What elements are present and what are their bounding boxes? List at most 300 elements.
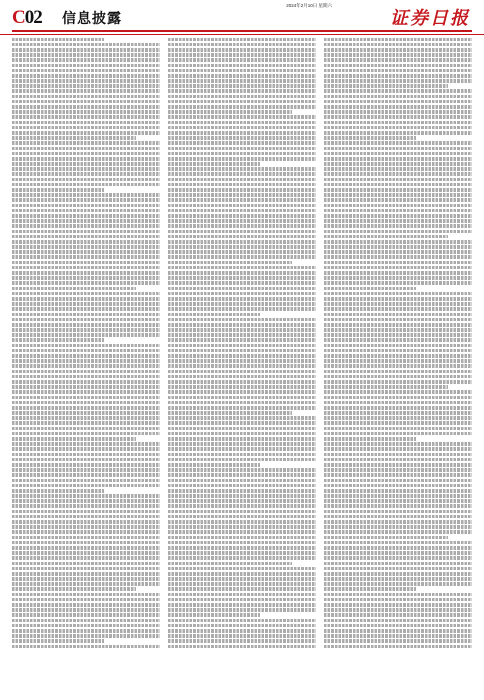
- text-line: [12, 587, 136, 591]
- text-line: [324, 224, 472, 228]
- text-line: [168, 416, 316, 420]
- text-line: [168, 608, 316, 612]
- text-line: [168, 645, 316, 649]
- text-line: [12, 437, 136, 441]
- text-line: [168, 79, 316, 83]
- text-line: [324, 484, 472, 488]
- text-line: [12, 624, 160, 628]
- text-line: [324, 504, 472, 508]
- text-line: [12, 447, 160, 451]
- text-line: [168, 162, 260, 166]
- text-line: [12, 541, 160, 545]
- text-line: [324, 147, 472, 151]
- text-line: [12, 359, 160, 363]
- article-body: [12, 36, 472, 690]
- text-line: [12, 421, 160, 425]
- text-line: [324, 188, 472, 192]
- text-line: [168, 489, 316, 493]
- text-line: [168, 230, 316, 234]
- text-line: [12, 613, 160, 617]
- text-line: [324, 375, 472, 379]
- text-line: [168, 183, 316, 187]
- text-line: [324, 396, 472, 400]
- text-line: [12, 53, 160, 57]
- text-line: [324, 489, 472, 493]
- text-line: [324, 214, 472, 218]
- text-line: [324, 344, 472, 348]
- text-line: [324, 64, 472, 68]
- text-line: [168, 541, 316, 545]
- text-line: [12, 427, 160, 431]
- text-line: [168, 84, 316, 88]
- text-line: [12, 396, 160, 400]
- text-line: [324, 307, 472, 311]
- text-line: [12, 178, 160, 182]
- text-line: [12, 530, 160, 534]
- text-line: [168, 271, 316, 275]
- text-line: [168, 624, 316, 628]
- text-line: [12, 344, 160, 348]
- text-line: [168, 530, 316, 534]
- article-column: [168, 36, 316, 690]
- text-line: [12, 349, 160, 353]
- text-line: [12, 95, 160, 99]
- text-line: [324, 333, 472, 337]
- text-line: [168, 406, 316, 410]
- text-line: [12, 313, 160, 317]
- text-line: [168, 432, 316, 436]
- text-line: [324, 562, 472, 566]
- text-line: [168, 287, 316, 291]
- text-line: [168, 224, 316, 228]
- text-line: [324, 536, 448, 540]
- text-line: [168, 427, 316, 431]
- text-line: [168, 198, 316, 202]
- text-line: [324, 401, 472, 405]
- text-line: [324, 193, 472, 197]
- text-line: [324, 323, 472, 327]
- text-line: [324, 385, 448, 389]
- text-line: [12, 375, 160, 379]
- text-line: [324, 204, 472, 208]
- text-line: [324, 634, 472, 638]
- text-line: [168, 141, 316, 145]
- text-line: [168, 292, 316, 296]
- text-line: [324, 567, 472, 571]
- text-line: [324, 603, 472, 607]
- text-line: [168, 193, 316, 197]
- text-line: [168, 64, 316, 68]
- text-line: [168, 593, 316, 597]
- text-line: [324, 359, 472, 363]
- text-line: [324, 629, 472, 633]
- text-line: [12, 147, 160, 151]
- text-line: [168, 598, 316, 602]
- text-line: [168, 261, 292, 265]
- text-line: [12, 167, 160, 171]
- text-line: [324, 577, 472, 581]
- text-line: [324, 38, 472, 42]
- text-line: [12, 100, 160, 104]
- text-line: [12, 266, 160, 270]
- text-line: [168, 587, 316, 591]
- text-line: [168, 276, 316, 280]
- text-line: [324, 432, 472, 436]
- text-line: [324, 468, 472, 472]
- text-line: [12, 453, 160, 457]
- text-line: [168, 562, 292, 566]
- text-line: [324, 463, 472, 467]
- text-line: [324, 152, 472, 156]
- text-line: [12, 204, 160, 208]
- text-line: [12, 302, 160, 306]
- text-line: [324, 219, 472, 223]
- text-line: [12, 479, 160, 483]
- text-line: [12, 354, 160, 358]
- text-line: [12, 510, 160, 514]
- text-line: [12, 603, 160, 607]
- text-line: [12, 219, 160, 223]
- text-line: [324, 421, 472, 425]
- text-line: [168, 401, 316, 405]
- text-line: [324, 74, 472, 78]
- text-line: [12, 209, 160, 213]
- text-line: [168, 468, 316, 472]
- text-line: [324, 126, 472, 130]
- text-line: [324, 515, 472, 519]
- text-line: [168, 100, 316, 104]
- text-line: [324, 250, 472, 254]
- text-line: [12, 608, 160, 612]
- text-line: [324, 255, 472, 259]
- text-line: [12, 634, 160, 638]
- paper-date: 2024年2月10日 星期六: [286, 3, 332, 8]
- text-line: [168, 504, 316, 508]
- text-line: [324, 43, 472, 47]
- text-line: [324, 167, 472, 171]
- text-line: [12, 292, 160, 296]
- text-line: [12, 385, 160, 389]
- text-line: [324, 318, 472, 322]
- text-line: [12, 380, 160, 384]
- text-line: [12, 598, 160, 602]
- text-line: [168, 157, 316, 161]
- text-line: [324, 593, 472, 597]
- text-line: [12, 515, 160, 519]
- text-line: [168, 447, 316, 451]
- text-line: [324, 427, 472, 431]
- text-line: [168, 619, 316, 623]
- text-line: [168, 38, 316, 42]
- text-line: [12, 582, 160, 586]
- text-line: [168, 390, 316, 394]
- text-line: [324, 587, 416, 591]
- text-line: [324, 390, 472, 394]
- text-line: [168, 629, 316, 633]
- text-line: [324, 556, 472, 560]
- text-line: [12, 520, 160, 524]
- text-line: [168, 354, 316, 358]
- text-line: [12, 645, 160, 649]
- text-line: [12, 572, 160, 576]
- text-line: [324, 328, 472, 332]
- text-line: [12, 504, 160, 508]
- text-line: [12, 224, 160, 228]
- text-line: [324, 235, 448, 239]
- text-line: [12, 183, 160, 187]
- text-line: [168, 520, 316, 524]
- text-line: [12, 110, 160, 114]
- text-line: [324, 53, 472, 57]
- text-line: [324, 582, 472, 586]
- text-line: [168, 385, 316, 389]
- text-line: [168, 89, 316, 93]
- text-line: [324, 105, 472, 109]
- text-line: [12, 364, 160, 368]
- text-line: [12, 172, 160, 176]
- text-line: [324, 69, 472, 73]
- text-line: [12, 639, 104, 643]
- text-line: [12, 473, 160, 477]
- text-line: [168, 411, 292, 415]
- text-line: [168, 546, 316, 550]
- text-line: [324, 338, 472, 342]
- text-line: [12, 38, 104, 42]
- text-line: [324, 281, 472, 285]
- text-line: [12, 136, 136, 140]
- text-line: [12, 499, 160, 503]
- text-line: [324, 95, 472, 99]
- text-line: [12, 121, 160, 125]
- text-line: [168, 115, 316, 119]
- text-line: [12, 390, 160, 394]
- text-line: [12, 411, 160, 415]
- text-line: [12, 240, 160, 244]
- text-line: [324, 406, 472, 410]
- text-line: [12, 157, 160, 161]
- text-line: [12, 401, 160, 405]
- text-line: [168, 302, 316, 306]
- text-line: [324, 530, 472, 534]
- text-line: [324, 494, 472, 498]
- text-line: [168, 297, 316, 301]
- text-line: [12, 245, 160, 249]
- text-line: [12, 79, 160, 83]
- text-line: [12, 577, 160, 581]
- page-code-letter: C: [12, 7, 25, 28]
- text-line: [168, 188, 316, 192]
- text-line: [324, 458, 472, 462]
- text-line: [12, 333, 160, 337]
- text-line: [168, 43, 316, 47]
- text-line: [324, 183, 472, 187]
- text-line: [168, 499, 316, 503]
- text-line: [324, 89, 472, 93]
- text-line: [168, 380, 316, 384]
- text-line: [168, 551, 316, 555]
- text-line: [168, 603, 316, 607]
- text-line: [12, 69, 160, 73]
- text-line: [12, 261, 160, 265]
- text-line: [324, 58, 472, 62]
- text-line: [168, 453, 316, 457]
- text-line: [12, 556, 160, 560]
- text-line: [12, 188, 104, 192]
- text-line: [12, 198, 160, 202]
- text-line: [12, 162, 160, 166]
- text-line: [12, 494, 160, 498]
- text-line: [168, 370, 316, 374]
- text-line: [12, 276, 160, 280]
- text-line: [324, 520, 472, 524]
- text-line: [324, 79, 472, 83]
- text-line: [168, 484, 316, 488]
- text-line: [324, 162, 472, 166]
- text-line: [12, 370, 160, 374]
- text-line: [168, 105, 316, 109]
- text-line: [12, 131, 160, 135]
- text-line: [168, 178, 316, 182]
- page-code: [12, 7, 42, 29]
- text-line: [324, 245, 472, 249]
- text-line: [324, 230, 472, 234]
- text-line: [12, 484, 160, 488]
- text-line: [12, 546, 160, 550]
- text-line: [12, 297, 160, 301]
- text-line: [12, 629, 160, 633]
- text-line: [12, 307, 160, 311]
- text-line: [12, 562, 160, 566]
- text-line: [12, 152, 160, 156]
- text-line: [168, 152, 316, 156]
- text-line: [324, 416, 472, 420]
- text-line: [12, 250, 160, 254]
- text-line: [168, 313, 260, 317]
- text-line: [324, 48, 472, 52]
- header-rule: [12, 30, 472, 32]
- text-line: [12, 230, 160, 234]
- text-line: [324, 302, 472, 306]
- text-line: [324, 313, 472, 317]
- text-line: [168, 364, 316, 368]
- text-line: [168, 396, 316, 400]
- text-line: [12, 48, 160, 52]
- text-line: [168, 536, 316, 540]
- text-line: [12, 328, 160, 332]
- text-line: [12, 281, 160, 285]
- text-line: [12, 338, 104, 342]
- text-line: [324, 546, 472, 550]
- text-line: [12, 84, 160, 88]
- text-line: [324, 84, 448, 88]
- text-line: [168, 58, 316, 62]
- text-line: [324, 541, 472, 545]
- text-line: [168, 582, 316, 586]
- text-line: [12, 442, 160, 446]
- text-line: [12, 89, 160, 93]
- paper-meta: [286, 3, 332, 9]
- text-line: [12, 416, 160, 420]
- text-line: [168, 172, 316, 176]
- text-line: [168, 572, 316, 576]
- text-line: [324, 442, 472, 446]
- text-line: [324, 266, 472, 270]
- text-line: [168, 121, 316, 125]
- text-line: [168, 235, 316, 239]
- text-line: [168, 131, 316, 135]
- text-line: [168, 567, 316, 571]
- text-line: [168, 344, 316, 348]
- text-line: [12, 115, 160, 119]
- text-line: [168, 556, 316, 560]
- text-line: [168, 95, 316, 99]
- text-line: [324, 110, 472, 114]
- text-line: [12, 551, 160, 555]
- text-line: [168, 515, 316, 519]
- text-line: [12, 235, 160, 239]
- text-line: [168, 53, 316, 57]
- text-line: [168, 136, 316, 140]
- text-line: [12, 74, 160, 78]
- article-column: [324, 36, 472, 690]
- text-line: [168, 167, 316, 171]
- text-line: [324, 437, 416, 441]
- text-line: [324, 292, 472, 296]
- text-line: [168, 250, 316, 254]
- text-line: [168, 437, 316, 441]
- section-title: 信息披露: [62, 11, 122, 27]
- text-line: [324, 645, 472, 649]
- text-line: [324, 297, 472, 301]
- text-line: [168, 359, 316, 363]
- text-line: [324, 380, 472, 384]
- text-line: [12, 58, 160, 62]
- text-line: [168, 147, 316, 151]
- text-line: [12, 64, 160, 68]
- text-line: [12, 536, 160, 540]
- text-line: [324, 364, 472, 368]
- text-line: [324, 141, 472, 145]
- text-line: [168, 74, 316, 78]
- text-line: [12, 525, 160, 529]
- text-line: [324, 121, 472, 125]
- text-line: [324, 473, 472, 477]
- text-line: [324, 551, 472, 555]
- text-line: [12, 193, 160, 197]
- text-line: [12, 318, 160, 322]
- text-line: [168, 48, 316, 52]
- text-line: [324, 100, 472, 104]
- text-line: [168, 204, 316, 208]
- text-line: [324, 370, 472, 374]
- text-line: [324, 619, 472, 623]
- text-line: [324, 115, 472, 119]
- text-line: [168, 307, 316, 311]
- text-line: [168, 69, 316, 73]
- text-line: [12, 619, 160, 623]
- text-line: [12, 214, 160, 218]
- text-line: [12, 126, 160, 130]
- text-line: [168, 338, 316, 342]
- newspaper-logo: 证券日报: [390, 8, 470, 28]
- text-line: [324, 172, 472, 176]
- text-line: [324, 354, 472, 358]
- text-line: [168, 479, 316, 483]
- text-line: [12, 432, 160, 436]
- text-line: [168, 577, 316, 581]
- text-line: [324, 608, 472, 612]
- text-line: [168, 375, 316, 379]
